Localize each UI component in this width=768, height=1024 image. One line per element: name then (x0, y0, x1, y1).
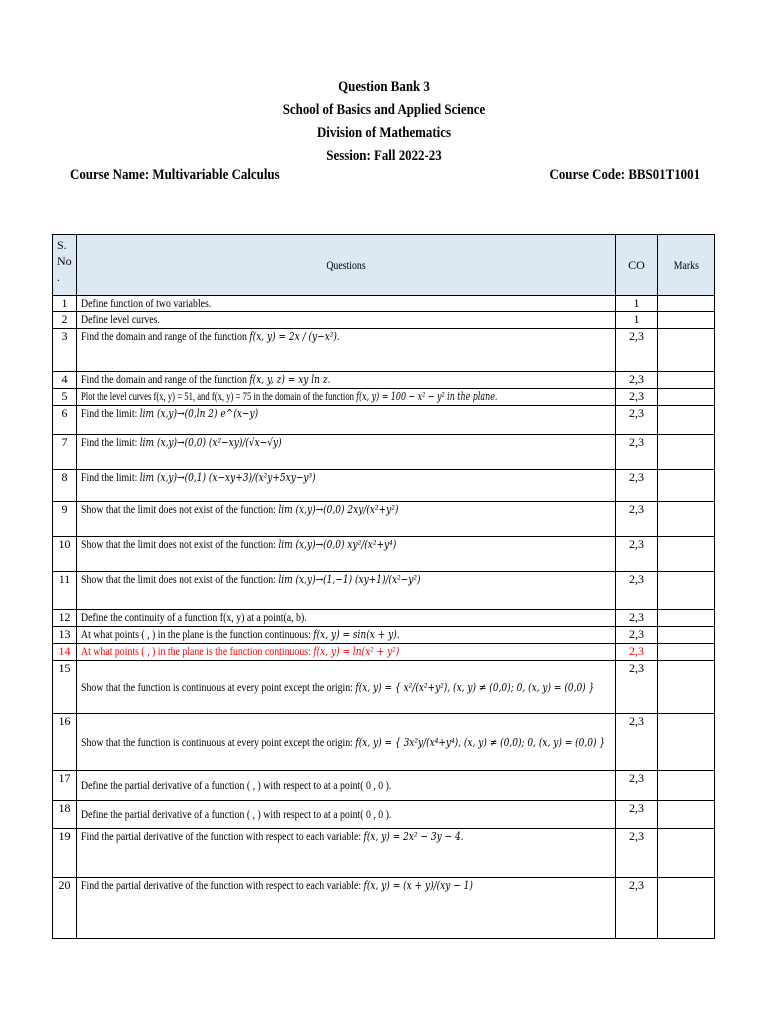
question-text: Find the domain and range of the function (81, 329, 247, 343)
question-text: At what points ( , ) in the plane is the function continuous: (81, 627, 311, 641)
question-text: At what points ( , ) in the plane is the function continuous: (81, 644, 311, 658)
question-text: Show that the limit does not exist of the function: (81, 502, 276, 516)
question-text: Plot the level curves f(x, y) = 51, and f(x, y) = 75 in the domain of the function (81, 389, 354, 403)
question-math: f(x, y) = 2x² − 3y − 4. (363, 830, 464, 843)
question-math: f(x, y) = sin(x + y). (313, 628, 400, 641)
course-name: Course Name: Multivariable Calculus (70, 167, 280, 183)
question-text: Show that the limit does not exist of the function: (81, 537, 276, 551)
question-math: f(x, y) = 2x / (y−x²). (249, 330, 340, 343)
question-math: f(x, y, z) = xy ln z. (249, 373, 331, 386)
table-row: 1 Define function of two variables. 1 (53, 296, 715, 312)
table-row: 5 Plot the level curves f(x, y) = 51, and f(x, y) = 75 in the domain of the function f(x, y) = 100 − x² − y² in the plane. 2,3 (53, 389, 715, 406)
question-math: f(x, y) = { x²/(x²+y²), (x, y) ≠ (0,0); 0, (x, y) = (0,0) } (355, 680, 595, 694)
header-questions: Questions (77, 235, 616, 296)
course-code: Course Code: BBS01T1001 (549, 167, 700, 183)
question-math: f(x, y) = 100 − x² − y² in the plane. (356, 390, 498, 403)
question-math: f(x, y) = ln(x² + y²) (313, 645, 400, 658)
question-math: lim (x,y)→(1,−1) (xy+1)/(x²−y²) (278, 573, 421, 586)
question-math: lim (x,y)→(0,1) (x−xy+3)/(x²y+5xy−y³) (139, 471, 316, 484)
table-row: 14 At what points ( , ) in the plane is the function continuous: f(x, y) = ln(x² + y²) 2,3 (53, 644, 715, 661)
table-row: 15 Show that the function is continuous at every point except the origin: f(x, y) = { x²/(x²+y²), (x, y) ≠ (0,0); 0, (x, y) = (0,0) } 2,3 (53, 661, 715, 714)
question-math: lim (x,y)→(0,0) (x²−xy)/(√x−√y) (139, 436, 282, 449)
question-text: Find the limit: (81, 435, 138, 449)
question-math: f(x, y) = (x + y)/(xy − 1) (363, 879, 473, 892)
header-sno: S. No . (53, 235, 77, 296)
school-name: School of Basics and Applied Science (282, 102, 486, 118)
table-row: 6 Find the limit: lim (x,y)→(0,ln 2) e^(x−y) 2,3 (53, 406, 715, 435)
table-row: 3 Find the domain and range of the function f(x, y) = 2x / (y−x²). 2,3 (53, 329, 715, 372)
table-row: 20 Find the partial derivative of the function with respect to each variable: f(x, y) = (x + y)/(xy − 1) 2,3 (53, 878, 715, 939)
table-row: 12 Define the continuity of a function f(x, y) at a point(a, b). 2,3 (53, 610, 715, 627)
table-row: 11 Show that the limit does not exist of the function: lim (x,y)→(1,−1) (xy+1)/(x²−y²) 2,3 (53, 572, 715, 610)
table-header-row (53, 235, 715, 296)
table-row: 9 Show that the limit does not exist of the function: lim (x,y)→(0,0) 2xy/(x²+y²) 2,3 (53, 502, 715, 537)
question-math: lim (x,y)→(0,0) 2xy/(x²+y²) (278, 503, 399, 516)
question-text: Show that the function is continuous at every point except the origin: (81, 679, 353, 694)
question-text: Show that the function is continuous at every point except the origin: (81, 734, 353, 749)
question-text: Define the continuity of a function f(x, y) at a point(a, b). (81, 610, 307, 624)
question-text: Find the limit: (81, 470, 138, 484)
table-row: 4 Find the domain and range of the function f(x, y, z) = xy ln z. 2,3 (53, 372, 715, 389)
table-row: 13 At what points ( , ) in the plane is the function continuous: f(x, y) = sin(x + y). 2,3 (53, 627, 715, 644)
header-co: CO (616, 235, 658, 296)
question-text: Find the partial derivative of the function with respect to each variable: (81, 878, 362, 892)
question-text: Define the partial derivative of a function ( , ) with respect to at a point( 0 , 0 ). (81, 807, 392, 821)
question-text: Define function of two variables. (81, 296, 212, 310)
table-row: 10 Show that the limit does not exist of the function: lim (x,y)→(0,0) xy²/(x²+y⁴) 2,3 (53, 537, 715, 572)
session: Session: Fall 2022-23 (326, 148, 442, 164)
division-name: Division of Mathematics (316, 125, 451, 141)
table-row: 19 Find the partial derivative of the function with respect to each variable: f(x, y) = 2x² − 3y − 4. 2,3 (53, 829, 715, 878)
table-row: 8 Find the limit: lim (x,y)→(0,1) (x−xy+3)/(x²y+5xy−y³) 2,3 (53, 470, 715, 502)
title: Question Bank 3 (338, 79, 430, 95)
table-row: 7 Find the limit: lim (x,y)→(0,0) (x²−xy)/(√x−√y) 2,3 (53, 435, 715, 470)
question-text: Find the domain and range of the function (81, 372, 247, 386)
table-row: 2 Define level curves. 1 (53, 312, 715, 329)
header-marks: Marks (658, 235, 715, 296)
question-text: Define level curves. (81, 312, 160, 326)
question-text: Find the limit: (81, 406, 138, 420)
question-text: Find the partial derivative of the function with respect to each variable: (81, 829, 362, 843)
document-header (54, 76, 714, 168)
table-row: 17 Define the partial derivative of a function ( , ) with respect to at a point( 0 , 0 ). 2,3 (53, 771, 715, 801)
question-table (52, 234, 715, 939)
question-math: lim (x,y)→(0,0) xy²/(x²+y⁴) (278, 538, 397, 551)
question-text: Define the partial derivative of a function ( , ) with respect to at a point( 0 , 0 ). (81, 778, 392, 792)
question-text: Show that the limit does not exist of the function: (81, 572, 276, 586)
question-math: lim (x,y)→(0,ln 2) e^(x−y) (139, 407, 259, 420)
question-math: f(x, y) = { 3x²y/(x⁴+y⁴), (x, y) ≠ (0,0); 0, (x, y) = (0,0) } (355, 735, 606, 749)
table-row: 16 Show that the function is continuous at every point except the origin: f(x, y) = { 3x²y/(x⁴+y⁴), (x, y) ≠ (0,0); 0, (x, y) = (0,0) } 2,3 (53, 714, 715, 771)
table-row: 18 Define the partial derivative of a function ( , ) with respect to at a point( 0 , 0 ). 2,3 (53, 801, 715, 829)
